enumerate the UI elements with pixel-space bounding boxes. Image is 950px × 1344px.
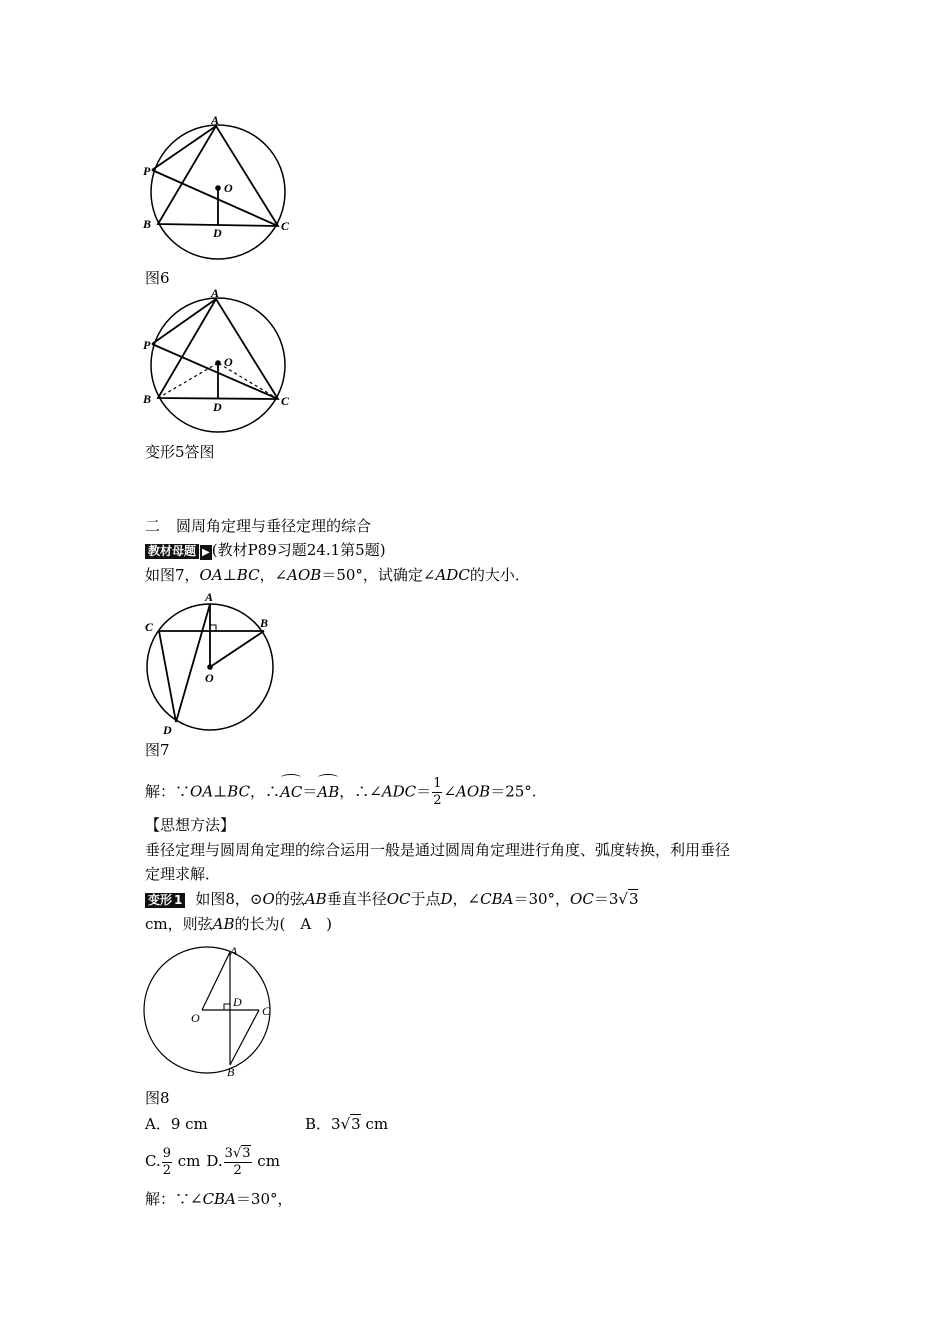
section-title: 圆周角定理与垂径定理的综合 bbox=[176, 517, 372, 535]
radicand: 3 bbox=[351, 1115, 361, 1133]
fig6-label-d: D bbox=[213, 226, 222, 240]
question-text: ＝30°， bbox=[513, 890, 571, 908]
method-line-2: 定理求解． bbox=[145, 865, 221, 883]
figv5-label-a: A bbox=[211, 286, 220, 300]
figure-8-caption: 图8 bbox=[145, 1089, 170, 1107]
fig8-label-c: C bbox=[262, 1004, 271, 1018]
figv5-label-b: B bbox=[143, 392, 152, 406]
variant-1-question-line2 bbox=[145, 914, 332, 934]
question-var: OC bbox=[386, 890, 411, 908]
fraction-half bbox=[432, 776, 442, 809]
sqrt-symbol: √ bbox=[618, 890, 628, 908]
figv5-label-o: O bbox=[224, 355, 233, 369]
figure-variant5-caption: 变形5答图 bbox=[145, 443, 215, 461]
figv5-label-d: D bbox=[213, 400, 222, 414]
question-text: 如图8，⊙ bbox=[195, 890, 263, 908]
fig8-label-a: A bbox=[230, 944, 238, 958]
problem-var: BC bbox=[236, 566, 260, 584]
option-c-unit: cm bbox=[173, 1152, 201, 1170]
problem-text: ⊥ bbox=[222, 566, 237, 584]
fig7-label-b: B bbox=[260, 616, 269, 630]
options-c-d bbox=[145, 1143, 280, 1179]
figure-7-diagram bbox=[138, 587, 288, 737]
solution-text: ＝ bbox=[416, 782, 432, 801]
variant-tag-number: 1 bbox=[174, 893, 183, 907]
question-var: AB bbox=[212, 915, 235, 933]
question-text: cm，则弦 bbox=[145, 915, 213, 933]
arc-ab: AB bbox=[317, 777, 339, 807]
solution-text: ＝30°， bbox=[235, 1190, 293, 1208]
question-text: ，∠ bbox=[452, 890, 481, 908]
question-var: CBA bbox=[480, 890, 514, 908]
coefficient: 3 bbox=[224, 1145, 233, 1161]
fig7-label-c: C bbox=[145, 620, 154, 634]
question-text: 的弦 bbox=[274, 890, 305, 908]
solution-var: ADC bbox=[381, 782, 417, 801]
solution-text: 解：∵∠ bbox=[145, 1190, 203, 1208]
fraction-denominator: 2 bbox=[433, 793, 442, 808]
option-a: A．9 cm bbox=[145, 1115, 208, 1133]
textbook-source-line bbox=[145, 540, 386, 560]
question-text: 垂直半径 bbox=[326, 890, 387, 908]
method-title: 【思想方法】 bbox=[145, 816, 236, 834]
solution-text: ＝25°. bbox=[490, 782, 537, 801]
fraction-numerator: 1 bbox=[433, 776, 442, 791]
figure-6-caption: 图6 bbox=[145, 269, 170, 287]
problem-text: 的大小． bbox=[469, 566, 530, 584]
fig8-label-b: B bbox=[227, 1065, 235, 1079]
option-b bbox=[305, 1114, 388, 1134]
fig7-label-a: A bbox=[205, 590, 214, 604]
fig6-label-p: P bbox=[143, 164, 151, 178]
textbook-tag: 教材母题 bbox=[145, 544, 199, 559]
question-var: OC bbox=[570, 890, 594, 908]
solution-text: ⊥ bbox=[213, 782, 228, 801]
solution-2 bbox=[145, 1189, 293, 1209]
option-b-text: B．3 bbox=[305, 1115, 341, 1133]
method-line-1: 垂径定理与圆周角定理的综合运用一般是通过圆周角定理进行角度、弧度转换，利用垂径 bbox=[145, 841, 731, 859]
radicand: 3 bbox=[628, 890, 639, 908]
option-d-label: D. bbox=[206, 1152, 223, 1170]
solution-text: ∠ bbox=[443, 782, 457, 801]
section-heading bbox=[145, 516, 371, 536]
figure-6-diagram bbox=[138, 112, 298, 272]
question-text: 的长为( A ) bbox=[234, 915, 333, 933]
variant-tag bbox=[145, 893, 185, 908]
solution-var: AOB bbox=[456, 782, 491, 801]
question-text: 于点 bbox=[410, 890, 441, 908]
solution-text: ＝ bbox=[302, 782, 318, 801]
source-text: (教材P89习题24.1第5题) bbox=[211, 541, 386, 559]
fig6-label-o: O bbox=[224, 181, 233, 195]
sqrt-symbol: √ bbox=[232, 1145, 242, 1161]
option-b-unit: cm bbox=[360, 1115, 389, 1133]
problem-statement bbox=[145, 565, 530, 585]
problem-text: ＝50°，试确定∠ bbox=[321, 566, 436, 584]
fig8-label-d: D bbox=[233, 995, 242, 1009]
fraction-numerator: 9 bbox=[162, 1145, 171, 1161]
problem-var: ADC bbox=[435, 566, 470, 584]
fraction-denominator: 2 bbox=[233, 1162, 242, 1178]
option-c-label: C. bbox=[145, 1152, 161, 1170]
question-text: ＝3 bbox=[593, 890, 619, 908]
fig7-label-o: O bbox=[205, 671, 214, 685]
solution-var: OA bbox=[190, 782, 214, 801]
problem-var: AOB bbox=[287, 566, 322, 584]
fig7-label-d: D bbox=[163, 723, 172, 737]
radicand: 3 bbox=[242, 1145, 251, 1161]
problem-text: ，∠ bbox=[259, 566, 288, 584]
figure-8-diagram bbox=[138, 940, 288, 1080]
figure-variant5-diagram bbox=[138, 285, 298, 445]
fraction-numerator bbox=[224, 1146, 252, 1163]
variant-tag-label: 变形 bbox=[148, 893, 173, 907]
option-c-fraction bbox=[162, 1146, 172, 1179]
option-d-unit: cm bbox=[252, 1152, 280, 1170]
solution-var: BC bbox=[227, 782, 251, 801]
fig8-label-o: O bbox=[191, 1011, 200, 1025]
fig6-label-b: B bbox=[143, 217, 152, 231]
problem-text: 如图7， bbox=[145, 566, 200, 584]
figv5-label-p: P bbox=[143, 338, 151, 352]
variant-1-question bbox=[145, 889, 638, 909]
solution-text: 解：∵ bbox=[145, 782, 191, 801]
arc-ac: AC bbox=[280, 777, 302, 807]
fraction-denominator: 2 bbox=[162, 1162, 171, 1178]
sqrt-symbol: √ bbox=[340, 1115, 351, 1133]
solution-1 bbox=[145, 776, 537, 809]
problem-var: OA bbox=[199, 566, 223, 584]
question-var: O bbox=[262, 890, 275, 908]
figv5-label-c: C bbox=[281, 394, 290, 408]
play-icon: ▶ bbox=[202, 547, 210, 558]
figure-7-caption: 图7 bbox=[145, 741, 170, 759]
question-var: D bbox=[440, 890, 453, 908]
solution-text: ，∴ bbox=[250, 782, 281, 801]
fig6-label-a: A bbox=[211, 113, 220, 127]
question-var: AB bbox=[304, 890, 327, 908]
option-d-fraction bbox=[224, 1146, 252, 1179]
solution-var: CBA bbox=[202, 1190, 236, 1208]
fig6-label-c: C bbox=[281, 219, 290, 233]
solution-text: ，∴∠ bbox=[339, 782, 382, 801]
section-number: 二 bbox=[145, 517, 161, 535]
